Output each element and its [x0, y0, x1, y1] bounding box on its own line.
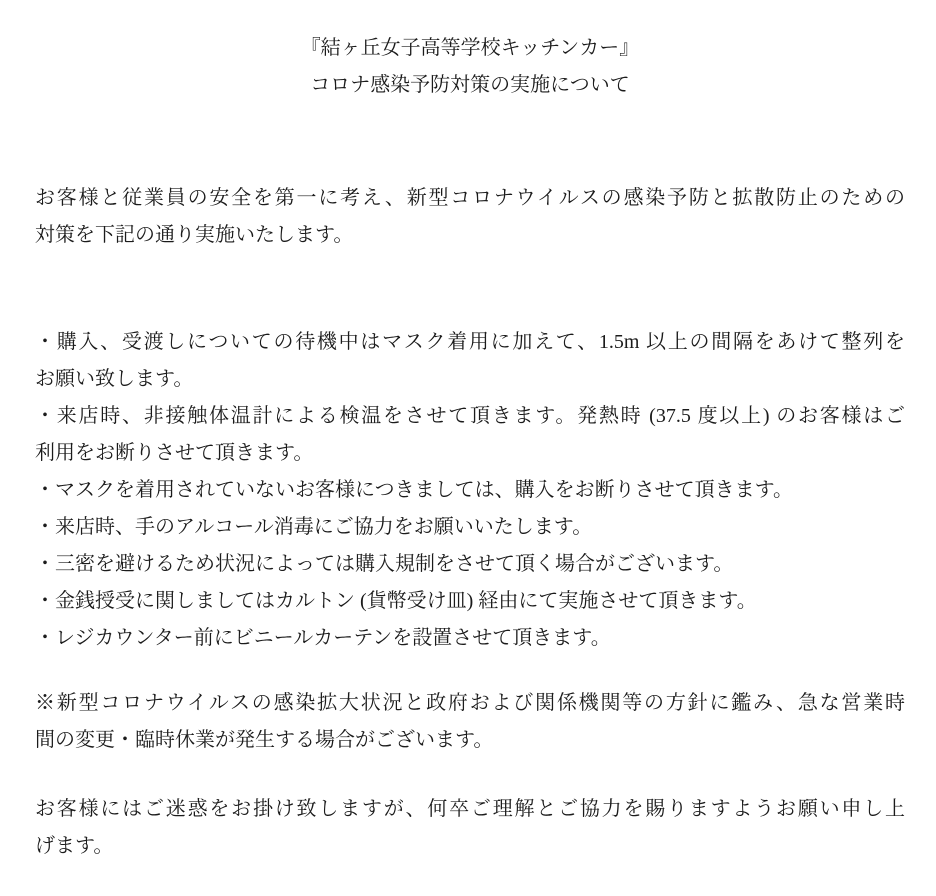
measure-line: ・レジカウンター前にビニールカーテンを設置させて頂きます。 — [35, 627, 611, 649]
note-line: ※新型コロナウイルスの感染拡大状況と政府および関係機関等の方針に鑑み、急な営業時 — [35, 692, 905, 714]
list-item-temperature-check — [35, 398, 905, 472]
measure-line: ・購入、受渡しについての待機中はマスク着用に加えて、1.5m 以上の間隔をあけて整列を — [35, 331, 905, 353]
measure-line: お願い致します。 — [35, 368, 194, 390]
page-subtitle: コロナ感染予防対策の実施について — [310, 74, 630, 96]
measure-line: 利用をお断りさせて頂きます。 — [35, 442, 314, 464]
page-title: 『結ヶ丘女子高等学校キッチンカー』 — [300, 37, 640, 59]
measure-line: ・来店時、手のアルコール消毒にご協力をお願いいたします。 — [35, 516, 593, 538]
list-item-queue-spacing — [35, 324, 905, 398]
list-item-hand-sanitizer — [35, 509, 905, 546]
intro-line: お客様と従業員の安全を第一に考え、新型コロナウイルスの感染予防と拡散防止のための — [35, 187, 905, 209]
measure-line: ・三密を避けるため状況によっては購入規制をさせて頂く場合がございます。 — [35, 553, 734, 575]
measures-list — [35, 324, 905, 657]
closing-line: げます。 — [35, 835, 114, 857]
measure-line: ・金銭授受に関しましてはカルトン (貨幣受け皿) 経由にて実施させて頂きます。 — [35, 590, 757, 612]
list-item-mask-required — [35, 472, 905, 509]
closing-line: お客様にはご迷惑をお掛け致しますが、何卒ご理解とご協力を賜りますようお願い申し上 — [35, 798, 905, 820]
closing-paragraph — [35, 791, 905, 865]
list-item-vinyl-curtain — [35, 620, 905, 657]
note-line: 間の変更・臨時休業が発生する場合がございます。 — [35, 729, 494, 751]
intro-line: 対策を下記の通り実施いたします。 — [35, 224, 354, 246]
list-item-cash-tray — [35, 583, 905, 620]
document-title-block — [35, 30, 905, 104]
measure-line: ・マスクを着用されていないお客様につきましては、購入をお断りさせて頂きます。 — [35, 479, 793, 501]
note-paragraph — [35, 685, 905, 759]
measure-line: ・来店時、非接触体温計による検温をさせて頂きます。発熱時 (37.5 度以上) のお客様はご — [35, 405, 905, 427]
list-item-purchase-limit — [35, 546, 905, 583]
intro-paragraph — [35, 180, 905, 254]
